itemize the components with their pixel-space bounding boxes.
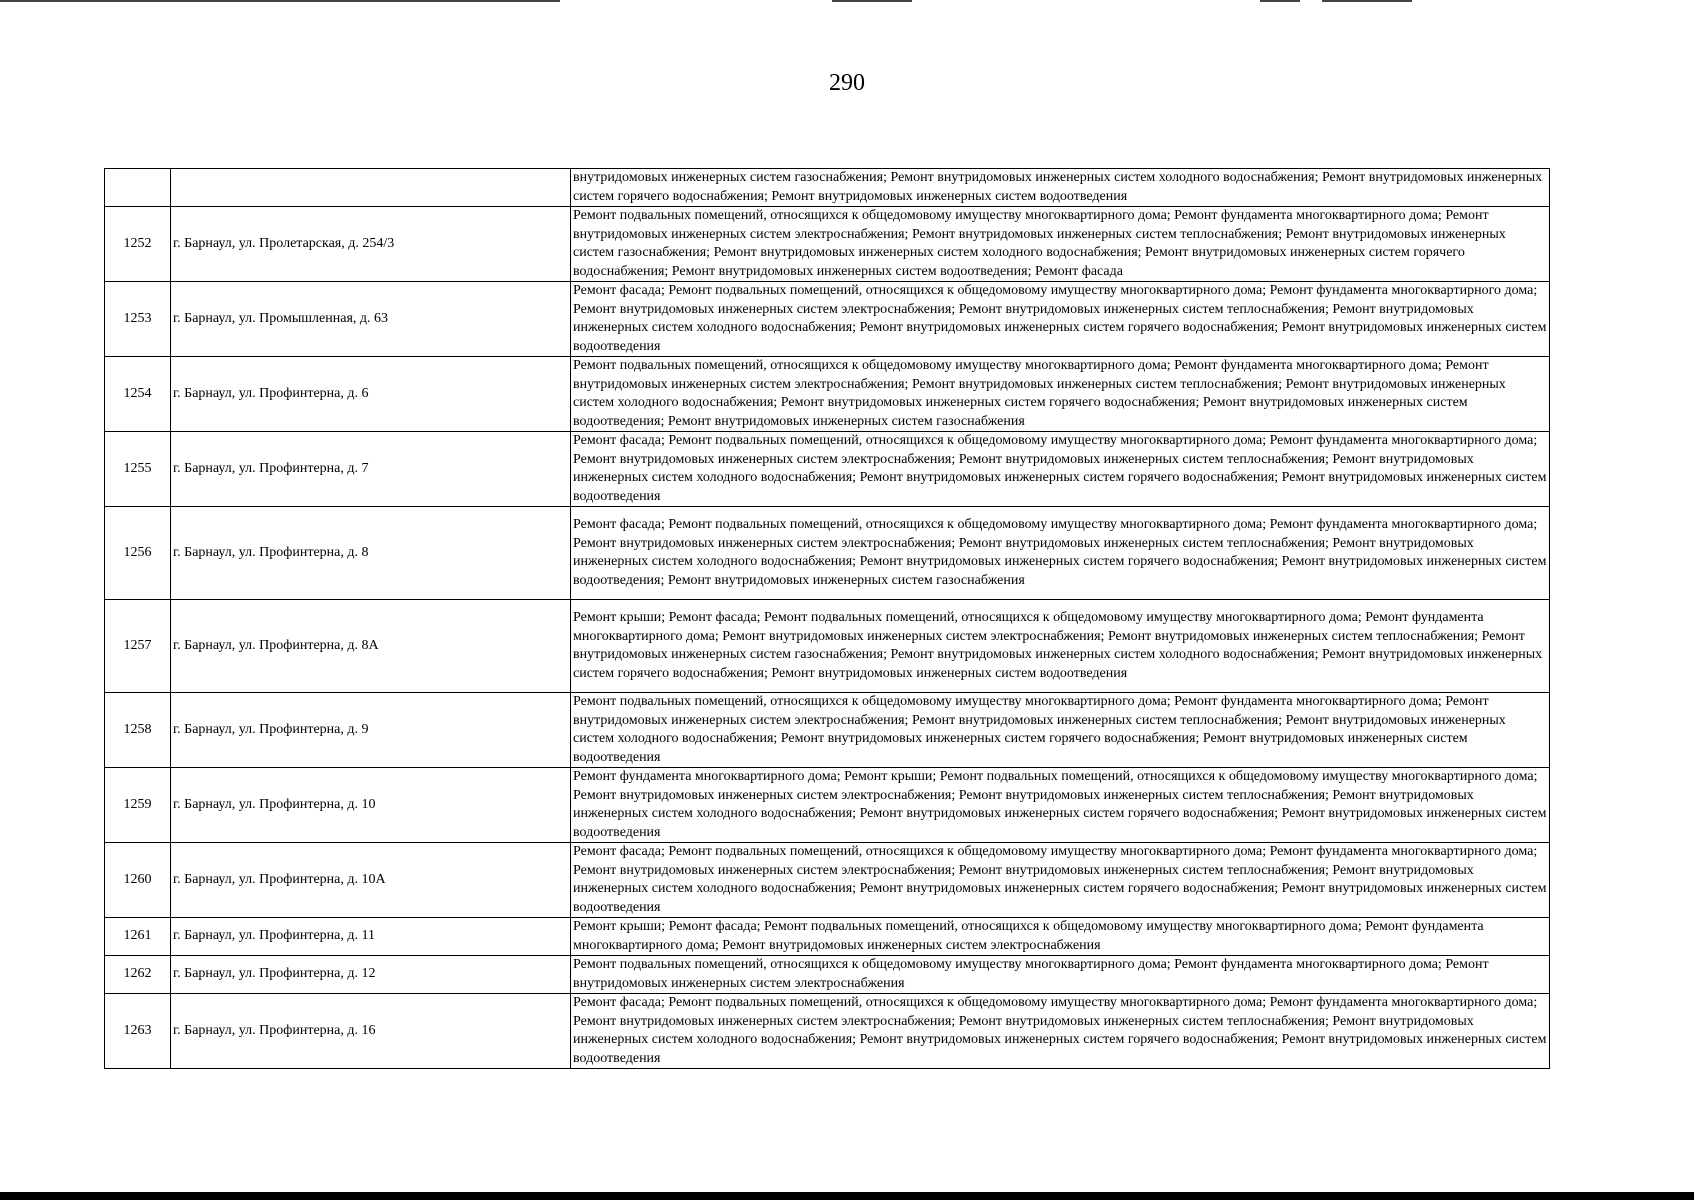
repair-works-table — [104, 168, 1550, 1069]
row-works: Ремонт фасада; Ремонт подвальных помещений, относящихся к общедомовому имуществу многоквартирного дома; Ремонт фундамента многоквартирного дома; Ремонт внутридомовых инженерных систем электроснабжения; Ремонт внутридомовых инженерных систем теплоснабжения; Ремонт внутридомовых инженерных систем холодного водоснабжения; Ремонт внутридомовых инженерных систем горячего водоснабжения; Ремонт внутридомовых инженерных систем водоотведения — [571, 432, 1550, 507]
row-number: 1263 — [105, 994, 171, 1069]
row-works: Ремонт подвальных помещений, относящихся к общедомовому имуществу многоквартирного дома; Ремонт фундамента многоквартирного дома; Ремонт внутридомовых инженерных систем электроснабжения — [571, 956, 1550, 994]
table-row — [105, 507, 1550, 600]
table-row — [105, 843, 1550, 918]
table-row — [105, 357, 1550, 432]
row-number: 1257 — [105, 600, 171, 693]
row-works: Ремонт фундамента многоквартирного дома; Ремонт крыши; Ремонт подвальных помещений, относящихся к общедомовому имуществу многоквартирного дома; Ремонт внутридомовых инженерных систем электроснабжения; Ремонт внутридомовых инженерных систем теплоснабжения; Ремонт внутридомовых инженерных систем холодного водоснабжения; Ремонт внутридомовых инженерных систем горячего водоснабжения; Ремонт внутридомовых инженерных систем водоотведения — [571, 768, 1550, 843]
table-row — [105, 432, 1550, 507]
row-works: Ремонт фасада; Ремонт подвальных помещений, относящихся к общедомовому имуществу многоквартирного дома; Ремонт фундамента многоквартирного дома; Ремонт внутридомовых инженерных систем электроснабжения; Ремонт внутридомовых инженерных систем теплоснабжения; Ремонт внутридомовых инженерных систем холодного водоснабжения; Ремонт внутридомовых инженерных систем горячего водоснабжения; Ремонт внутридомовых инженерных систем водоотведения — [571, 843, 1550, 918]
row-works: Ремонт крыши; Ремонт фасада; Ремонт подвальных помещений, относящихся к общедомовому имуществу многоквартирного дома; Ремонт фундамента многоквартирного дома; Ремонт внутридомовых инженерных систем электроснабжения; Ремонт внутридомовых инженерных систем теплоснабжения; Ремонт внутридомовых инженерных систем газоснабжения; Ремонт внутридомовых инженерных систем холодного водоснабжения; Ремонт внутридомовых инженерных систем горячего водоснабжения; Ремонт внутридомовых инженерных систем водоотведения — [571, 600, 1550, 693]
row-address: г. Барнаул, ул. Пролетарская, д. 254/3 — [171, 207, 571, 282]
table-row — [105, 693, 1550, 768]
row-address: г. Барнаул, ул. Профинтерна, д. 8А — [171, 600, 571, 693]
row-works: Ремонт подвальных помещений, относящихся к общедомовому имуществу многоквартирного дома; Ремонт фундамента многоквартирного дома; Ремонт внутридомовых инженерных систем электроснабжения; Ремонт внутридомовых инженерных систем теплоснабжения; Ремонт внутридомовых инженерных систем газоснабжения; Ремонт внутридомовых инженерных систем холодного водоснабжения; Ремонт внутридомовых инженерных систем горячего водоснабжения; Ремонт внутридомовых инженерных систем водоотведения; Ремонт фасада — [571, 207, 1550, 282]
row-number: 1260 — [105, 843, 171, 918]
table-row — [105, 768, 1550, 843]
table-row — [105, 282, 1550, 357]
row-address: г. Барнаул, ул. Промышленная, д. 63 — [171, 282, 571, 357]
row-address: г. Барнаул, ул. Профинтерна, д. 11 — [171, 918, 571, 956]
row-works: внутридомовых инженерных систем газоснабжения; Ремонт внутридомовых инженерных систем холодного водоснабжения; Ремонт внутридомовых инженерных систем горячего водоснабжения; Ремонт внутридомовых инженерных систем водоотведения — [571, 169, 1550, 207]
table-row — [105, 994, 1550, 1069]
row-number — [105, 169, 171, 207]
row-number: 1259 — [105, 768, 171, 843]
row-number: 1252 — [105, 207, 171, 282]
row-works: Ремонт подвальных помещений, относящихся к общедомовому имуществу многоквартирного дома; Ремонт фундамента многоквартирного дома; Ремонт внутридомовых инженерных систем электроснабжения; Ремонт внутридомовых инженерных систем теплоснабжения; Ремонт внутридомовых инженерных систем холодного водоснабжения; Ремонт внутридомовых инженерных систем горячего водоснабжения; Ремонт внутридомовых инженерных систем водоотведения; Ремонт внутридомовых инженерных систем газоснабжения — [571, 357, 1550, 432]
row-number: 1256 — [105, 507, 171, 600]
table-row — [105, 956, 1550, 994]
scan-top-rule — [1260, 0, 1300, 2]
row-number: 1261 — [105, 918, 171, 956]
row-works: Ремонт фасада; Ремонт подвальных помещений, относящихся к общедомовому имуществу многоквартирного дома; Ремонт фундамента многоквартирного дома; Ремонт внутридомовых инженерных систем электроснабжения; Ремонт внутридомовых инженерных систем теплоснабжения; Ремонт внутридомовых инженерных систем холодного водоснабжения; Ремонт внутридомовых инженерных систем горячего водоснабжения; Ремонт внутридомовых инженерных систем водоотведения — [571, 282, 1550, 357]
table-row — [105, 169, 1550, 207]
table-row — [105, 918, 1550, 956]
row-address: г. Барнаул, ул. Профинтерна, д. 9 — [171, 693, 571, 768]
row-address: г. Барнаул, ул. Профинтерна, д. 6 — [171, 357, 571, 432]
row-address — [171, 169, 571, 207]
row-works: Ремонт подвальных помещений, относящихся к общедомовому имуществу многоквартирного дома; Ремонт фундамента многоквартирного дома; Ремонт внутридомовых инженерных систем электроснабжения; Ремонт внутридомовых инженерных систем теплоснабжения; Ремонт внутридомовых инженерных систем холодного водоснабжения; Ремонт внутридомовых инженерных систем горячего водоснабжения; Ремонт внутридомовых инженерных систем водоотведения — [571, 693, 1550, 768]
row-number: 1262 — [105, 956, 171, 994]
table-row — [105, 600, 1550, 693]
row-address: г. Барнаул, ул. Профинтерна, д. 7 — [171, 432, 571, 507]
row-address: г. Барнаул, ул. Профинтерна, д. 10 — [171, 768, 571, 843]
row-works: Ремонт фасада; Ремонт подвальных помещений, относящихся к общедомовому имуществу многоквартирного дома; Ремонт фундамента многоквартирного дома; Ремонт внутридомовых инженерных систем электроснабжения; Ремонт внутридомовых инженерных систем теплоснабжения; Ремонт внутридомовых инженерных систем холодного водоснабжения; Ремонт внутридомовых инженерных систем горячего водоснабжения; Ремонт внутридомовых инженерных систем водоотведения — [571, 994, 1550, 1069]
row-address: г. Барнаул, ул. Профинтерна, д. 10А — [171, 843, 571, 918]
row-number: 1258 — [105, 693, 171, 768]
scan-top-rule — [832, 0, 912, 2]
row-address: г. Барнаул, ул. Профинтерна, д. 12 — [171, 956, 571, 994]
row-works: Ремонт фасада; Ремонт подвальных помещений, относящихся к общедомовому имуществу многоквартирного дома; Ремонт фундамента многоквартирного дома; Ремонт внутридомовых инженерных систем электроснабжения; Ремонт внутридомовых инженерных систем теплоснабжения; Ремонт внутридомовых инженерных систем холодного водоснабжения; Ремонт внутридомовых инженерных систем горячего водоснабжения; Ремонт внутридомовых инженерных систем водоотведения; Ремонт внутридомовых инженерных систем газоснабжения — [571, 507, 1550, 600]
row-number: 1255 — [105, 432, 171, 507]
page-number: 290 — [829, 70, 865, 96]
scan-top-rule — [1322, 0, 1412, 2]
row-address: г. Барнаул, ул. Профинтерна, д. 8 — [171, 507, 571, 600]
row-address: г. Барнаул, ул. Профинтерна, д. 16 — [171, 994, 571, 1069]
row-number: 1253 — [105, 282, 171, 357]
row-works: Ремонт крыши; Ремонт фасада; Ремонт подвальных помещений, относящихся к общедомовому имуществу многоквартирного дома; Ремонт фундамента многоквартирного дома; Ремонт внутридомовых инженерных систем электроснабжения — [571, 918, 1550, 956]
row-number: 1254 — [105, 357, 171, 432]
table-row — [105, 207, 1550, 282]
scan-bottom-edge — [0, 1192, 1694, 1200]
scan-top-rule — [0, 0, 560, 2]
